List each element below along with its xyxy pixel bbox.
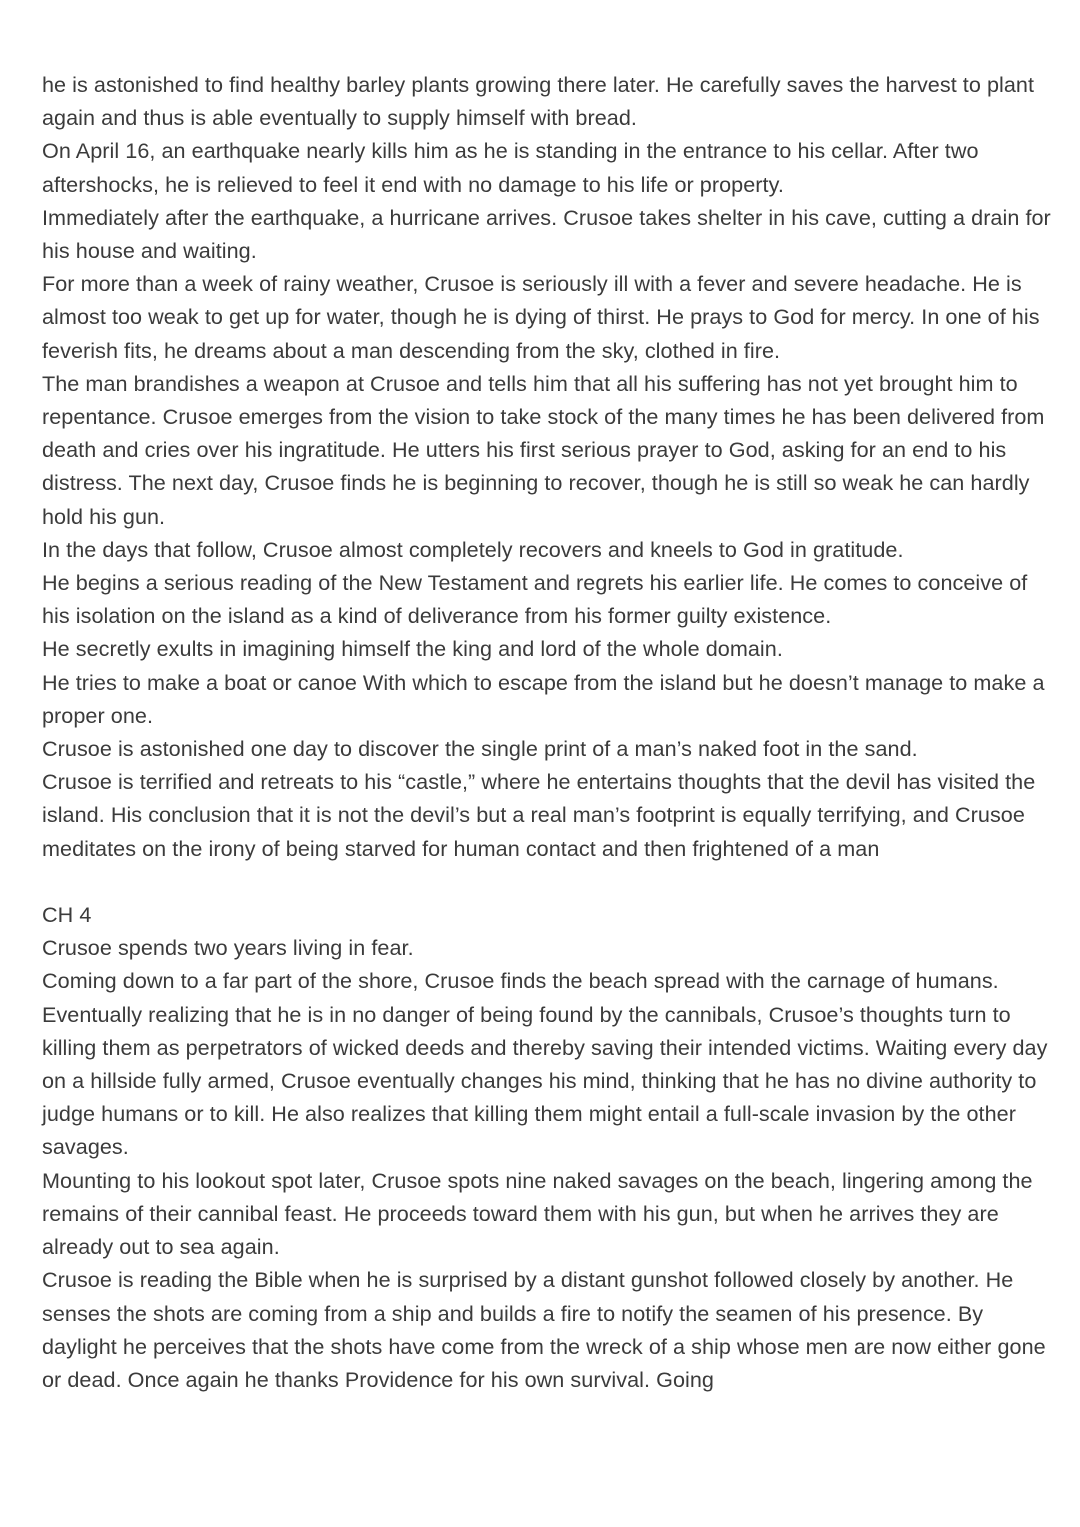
paragraph-king: He secretly exults in imagining himself the king and lord of the whole domain. xyxy=(42,636,783,662)
paragraph-barley: he is astonished to find healthy barley plants growing there later. He carefully saves the harvest to plant again and thus is able eventually to supply himself with bread. xyxy=(42,72,1035,131)
paragraph-vision: The man brandishes a weapon at Crusoe and tells him that all his suffering has not yet brought him to repentance. Crusoe emerges from the vision to take stock of the many times he has been delivered from death and cries over his ingratitude. He utters his first serious prayer to God, asking for an end to his distress. The next day, Crusoe finds he is beginning to recover, though he is still so weak he can hardly hold his gun. xyxy=(42,370,1045,529)
paragraph-castle: Crusoe is terrified and retreats to his “castle,” where he entertains thoughts that the devil has visited the island. His conclusion that it is not the devil’s but a real man’s footprint is equally terrifying, and Crusoe meditates on the irony of being starved for human contact and then frightened of a man xyxy=(42,769,1036,861)
paragraph-carnage: Coming down to a far part of the shore, Crusoe finds the beach spread with the carnage of humans. Eventually realizing that he is in no danger of being found by the cannibals, Crusoe’s thoughts turn to killing them as perpetrators of wicked deeds and thereby saving their intended victims. Waiting every day on a hillside fully armed, Crusoe eventually changes his mind, thinking that he has no divine authority to judge humans or to kill. He also realizes that killing them might entail a full-scale invasion by the other savages. xyxy=(42,968,1048,1160)
paragraph-new-testament: He begins a serious reading of the New Testament and regrets his earlier life. He comes to conceive of his isolation on the island as a kind of deliverance from his former guilty existence. xyxy=(42,570,1028,629)
paragraph-earthquake: On April 16, an earthquake nearly kills him as he is standing in the entrance to his cellar. After two aftershocks, he is relieved to feel it end with no damage to his life or property. xyxy=(42,138,979,197)
document-body xyxy=(42,68,1052,1396)
paragraph-fear: Crusoe spends two years living in fear. xyxy=(42,935,414,961)
paragraph-boat: He tries to make a boat or canoe With which to escape from the island but he doesn’t manage to make a proper one. xyxy=(42,669,1045,728)
blank-line xyxy=(42,865,1052,898)
paragraph-gunshot: Crusoe is reading the Bible when he is surprised by a distant gunshot followed closely by another. He senses the shots are coming from a ship and builds a fire to notify the seamen of his presence. By daylight he perceives that the shots have come from the wreck of a ship whose men are now either gone or dead. Once again he thanks Providence for his own survival. Going xyxy=(42,1267,1046,1392)
paragraph-footprint: Crusoe is astonished one day to discover the single print of a man’s naked foot in the sand. xyxy=(42,736,918,762)
chapter-heading: CH 4 xyxy=(42,902,92,928)
paragraph-recovery: In the days that follow, Crusoe almost completely recovers and kneels to God in gratitude. xyxy=(42,536,904,562)
paragraph-hurricane: Immediately after the earthquake, a hurricane arrives. Crusoe takes shelter in his cave, cutting a drain for his house and waiting. xyxy=(42,204,1051,264)
paragraph-fever: For more than a week of rainy weather, Crusoe is seriously ill with a fever and severe headache. He is almost too weak to get up for water, though he is dying of thirst. He prays to God for mercy. In one of his feverish fits, he dreams about a man descending from the sky, clothed in fire. xyxy=(42,271,1040,363)
paragraph-savages: Mounting to his lookout spot later, Crusoe spots nine naked savages on the beach, lingering among the remains of their cannibal feast. He proceeds toward them with his gun, but when he arrives they are already out to sea again. xyxy=(42,1167,1033,1260)
